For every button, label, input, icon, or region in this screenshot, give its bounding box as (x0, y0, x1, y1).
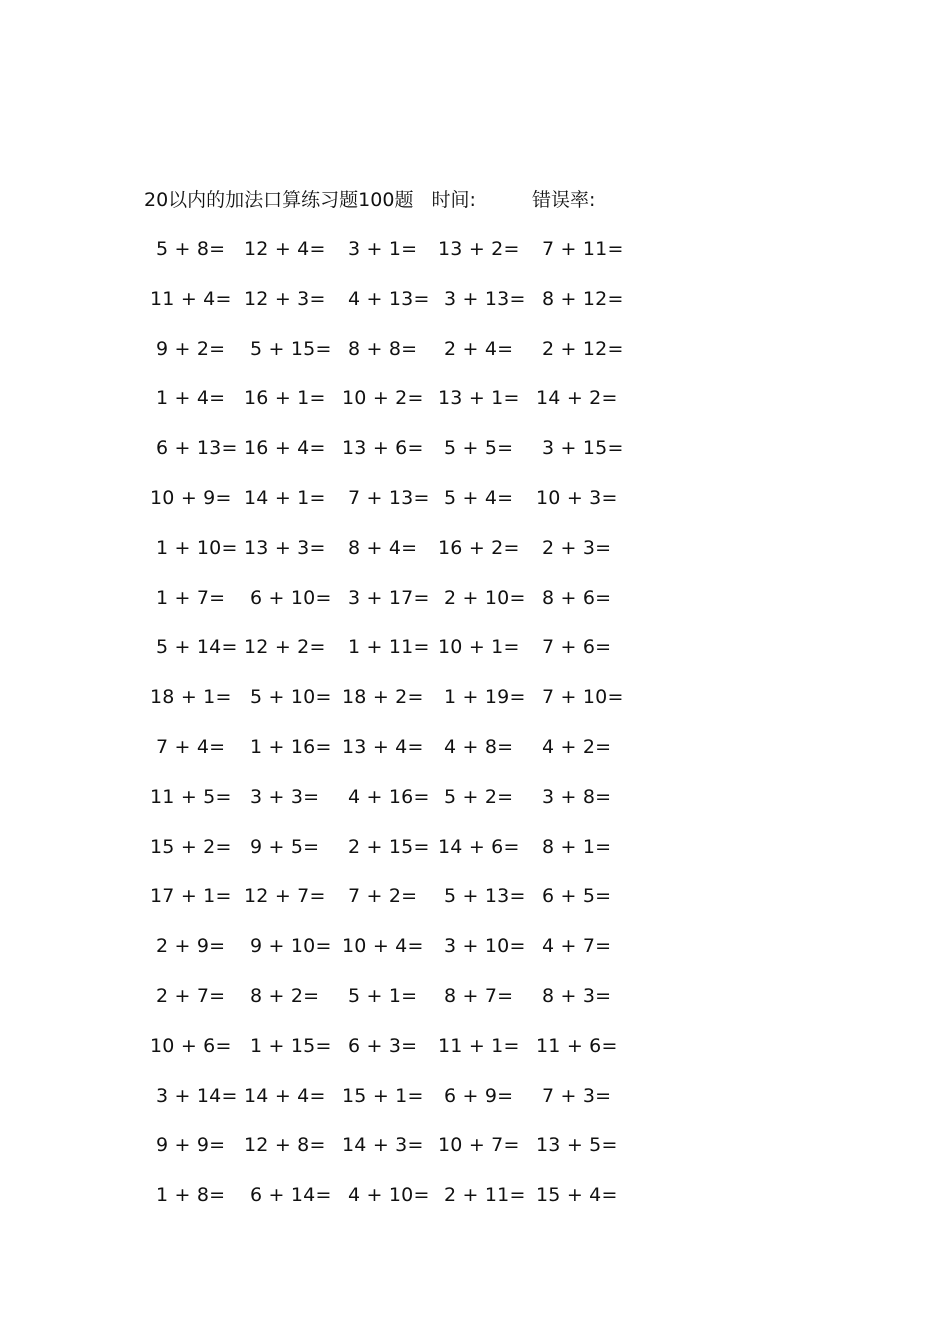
problem-item: 6 + 13= (156, 437, 238, 459)
problem-item: 7 + 13= (348, 487, 430, 509)
problem-item: 12 + 3= (244, 288, 326, 310)
problem-item: 3 + 17= (348, 587, 430, 609)
problem-item: 11 + 6= (536, 1035, 618, 1057)
problem-item: 4 + 10= (348, 1184, 430, 1206)
problem-item: 12 + 7= (244, 885, 326, 907)
problem-item: 4 + 7= (542, 935, 612, 957)
problem-item: 2 + 3= (542, 537, 612, 559)
problem-item: 4 + 2= (542, 736, 612, 758)
problem-item: 9 + 5= (250, 836, 320, 858)
problem-item: 5 + 5= (444, 437, 514, 459)
problem-item: 2 + 11= (444, 1184, 526, 1206)
problem-item: 8 + 4= (348, 537, 418, 559)
problem-item: 10 + 6= (150, 1035, 232, 1057)
problem-item: 13 + 6= (342, 437, 424, 459)
problem-item: 10 + 3= (536, 487, 618, 509)
problem-item: 8 + 12= (542, 288, 624, 310)
problem-item: 3 + 15= (542, 437, 624, 459)
problem-item: 6 + 14= (250, 1184, 332, 1206)
problem-item: 7 + 3= (542, 1085, 612, 1107)
problem-item: 7 + 10= (542, 686, 624, 708)
problem-item: 2 + 7= (156, 985, 226, 1007)
problem-item: 1 + 15= (250, 1035, 332, 1057)
problem-item: 3 + 1= (348, 238, 418, 260)
problem-item: 11 + 4= (150, 288, 232, 310)
problem-item: 1 + 7= (156, 587, 226, 609)
problem-item: 5 + 10= (250, 686, 332, 708)
problem-item: 10 + 1= (438, 636, 520, 658)
problem-item: 15 + 4= (536, 1184, 618, 1206)
problem-item: 2 + 12= (542, 338, 624, 360)
problem-item: 1 + 16= (250, 736, 332, 758)
problem-item: 14 + 1= (244, 487, 326, 509)
problem-item: 11 + 5= (150, 786, 232, 808)
problem-item: 17 + 1= (150, 885, 232, 907)
problem-item: 13 + 1= (438, 387, 520, 409)
time-label: 时间: (431, 189, 476, 211)
problem-item: 9 + 2= (156, 338, 226, 360)
problem-item: 1 + 8= (156, 1184, 226, 1206)
problem-item: 11 + 1= (438, 1035, 520, 1057)
problem-item: 15 + 1= (342, 1085, 424, 1107)
problem-item: 3 + 8= (542, 786, 612, 808)
problem-item: 6 + 3= (348, 1035, 418, 1057)
problem-item: 2 + 4= (444, 338, 514, 360)
problem-item: 14 + 4= (244, 1085, 326, 1107)
problem-item: 2 + 9= (156, 935, 226, 957)
problem-item: 18 + 2= (342, 686, 424, 708)
error-rate-label: 错误率: (531, 189, 596, 211)
problem-item: 4 + 16= (348, 786, 430, 808)
problem-item: 8 + 2= (250, 985, 320, 1007)
problem-item: 10 + 2= (342, 387, 424, 409)
problem-item: 13 + 5= (536, 1134, 618, 1156)
problem-item: 5 + 15= (250, 338, 332, 360)
problem-item: 13 + 2= (438, 238, 520, 260)
problem-item: 5 + 2= (444, 786, 514, 808)
problem-item: 15 + 2= (150, 836, 232, 858)
problem-item: 14 + 6= (438, 836, 520, 858)
problem-item: 1 + 10= (156, 537, 238, 559)
problem-item: 8 + 3= (542, 985, 612, 1007)
problem-item: 7 + 6= (542, 636, 612, 658)
problem-item: 3 + 14= (156, 1085, 238, 1107)
problem-item: 4 + 13= (348, 288, 430, 310)
problem-item: 7 + 2= (348, 885, 418, 907)
problem-item: 5 + 1= (348, 985, 418, 1007)
problem-item: 1 + 4= (156, 387, 226, 409)
problem-item: 18 + 1= (150, 686, 232, 708)
problem-item: 3 + 10= (444, 935, 526, 957)
problem-item: 8 + 8= (348, 338, 418, 360)
problem-item: 9 + 10= (250, 935, 332, 957)
problem-item: 1 + 11= (348, 636, 430, 658)
problem-item: 16 + 4= (244, 437, 326, 459)
problem-item: 4 + 8= (444, 736, 514, 758)
problem-item: 10 + 9= (150, 487, 232, 509)
worksheet-title: 20以内的加法口算练习题100题 (144, 189, 414, 211)
problem-item: 8 + 6= (542, 587, 612, 609)
problem-item: 9 + 9= (156, 1134, 226, 1156)
problem-item: 12 + 2= (244, 636, 326, 658)
problem-item: 14 + 3= (342, 1134, 424, 1156)
problem-item: 2 + 10= (444, 587, 526, 609)
problem-item: 8 + 7= (444, 985, 514, 1007)
problem-item: 5 + 4= (444, 487, 514, 509)
problem-item: 13 + 4= (342, 736, 424, 758)
problem-item: 5 + 14= (156, 636, 238, 658)
problem-item: 7 + 11= (542, 238, 624, 260)
problem-item: 5 + 8= (156, 238, 226, 260)
problem-item: 10 + 4= (342, 935, 424, 957)
problem-item: 13 + 3= (244, 537, 326, 559)
problem-item: 10 + 7= (438, 1134, 520, 1156)
problem-item: 6 + 9= (444, 1085, 514, 1107)
problem-item: 2 + 15= (348, 836, 430, 858)
problem-item: 16 + 1= (244, 387, 326, 409)
problem-item: 3 + 13= (444, 288, 526, 310)
problem-item: 6 + 5= (542, 885, 612, 907)
problem-item: 16 + 2= (438, 537, 520, 559)
problem-item: 5 + 13= (444, 885, 526, 907)
problem-item: 12 + 4= (244, 238, 326, 260)
problem-item: 7 + 4= (156, 736, 226, 758)
problem-item: 1 + 19= (444, 686, 526, 708)
problem-item: 3 + 3= (250, 786, 320, 808)
problem-item: 14 + 2= (536, 387, 618, 409)
problem-item: 12 + 8= (244, 1134, 326, 1156)
problem-item: 6 + 10= (250, 587, 332, 609)
problem-item: 8 + 1= (542, 836, 612, 858)
